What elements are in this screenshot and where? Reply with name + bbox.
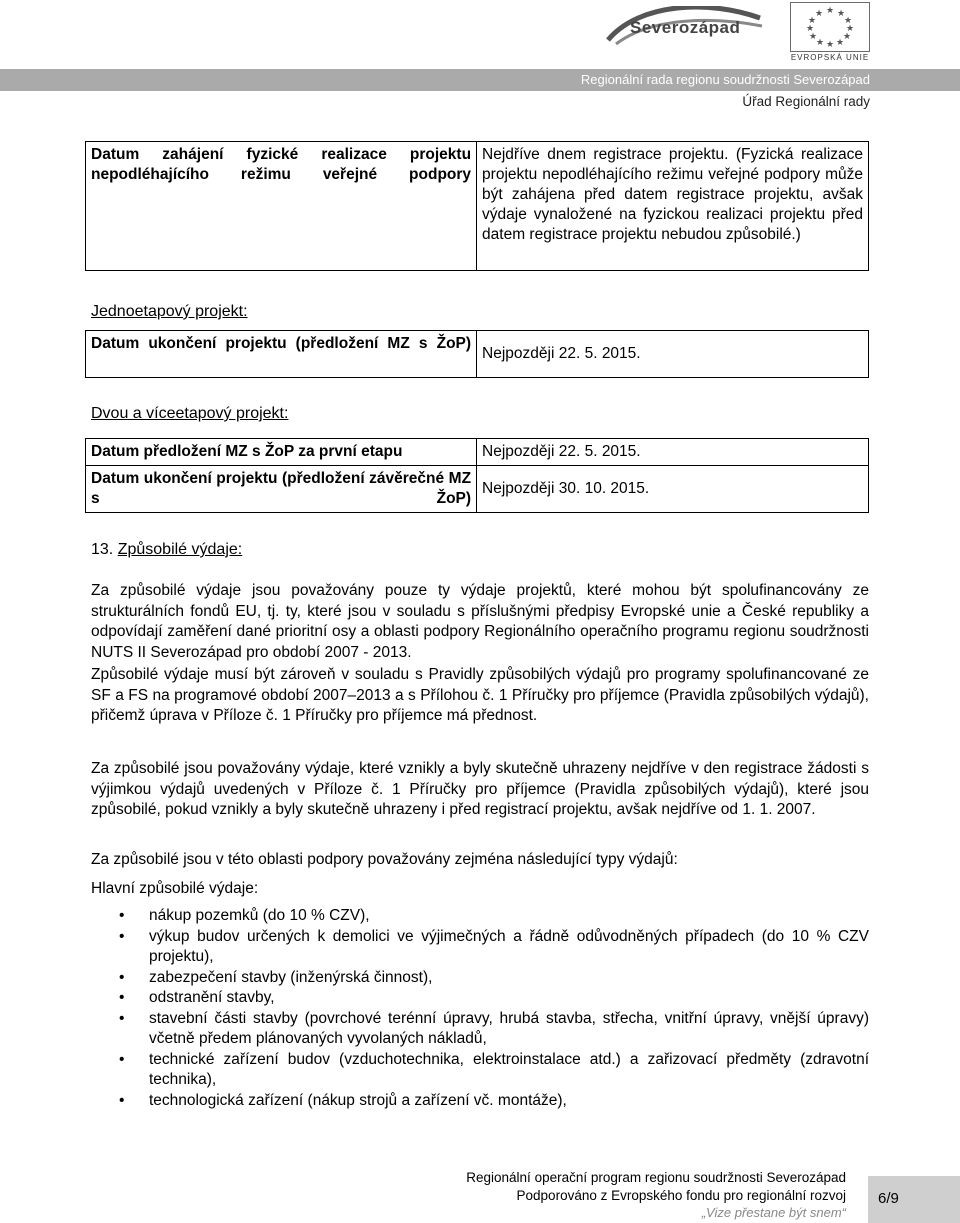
logo-text: Severozápad (630, 18, 741, 37)
svg-text:★: ★ (843, 16, 853, 26)
start-date-value: Nejdříve dnem registrace projektu. (Fyzická realizace projektu nepodléhajícího režimu veřejné podpory může být zahájena před datem registrace projektu, avšak výdaje vynaložené na fyzickou realizaci projektu před datem registrace projektu nebudou způsobilé.) (477, 142, 869, 271)
severozapad-logo (600, 6, 770, 48)
multi-stage-label: Datum ukončení projektu (předložení závěrečné MZ s ŽoP) (86, 466, 477, 513)
paragraph-3: Za způsobilé jsou považovány výdaje, které vznikly a byly skutečně uhrazeny nejdříve v den registrace žádosti s výjimkou výdajů uvedených v Příloze č. 1 Příručky pro příjemce (Pravidla způsobilých výdajů), které jsou způsobilé, pokud vznikly a byly skutečně uhrazeny i před registrací projektu, avšak nejdříve od 1. 1. 2007. (91, 760, 869, 818)
eu-label: EVROPSKÁ UNIE (790, 53, 870, 62)
header-bar-title: Regionální rada regionu soudržnosti Severozápad (580, 72, 870, 87)
svg-text:★: ★ (807, 16, 817, 26)
list-item: • zabezpečení stavby (inženýrská činnost), (91, 968, 869, 989)
single-stage-label: Datum ukončení projektu (předložení MZ s ŽoP) (86, 331, 477, 378)
single-stage-heading: Jednoetapový projekt: (91, 303, 248, 320)
footer-program: Regionální operační program regionu soudržnosti Severozápad (466, 1170, 846, 1185)
section-13-title: Způsobilé výdaje: (117, 541, 243, 558)
header-subtitle: Úřad Regionální rady (742, 94, 870, 109)
svg-text:★: ★ (815, 38, 825, 48)
eu-logo (790, 2, 870, 62)
svg-text:★: ★ (842, 32, 852, 42)
table-row (86, 466, 869, 513)
svg-text:★: ★ (836, 9, 846, 19)
start-date-label: Datum zahájení fyzické realizace projektu nepodléhajícího režimu veřejné podpory (86, 142, 477, 271)
paragraph-2: Způsobilé výdaje musí být zároveň v souladu s Pravidly způsobilých výdajů pro programy spolufinancované ze SF a FS na programové období 2007–2013 a s Přílohou č. 1 Příručky pro příjemce (Pravidla způsobilých výdajů), přičemž úprava v Příloze č. 1 Příručky pro příjemce má přednost. (91, 666, 869, 724)
table-row (86, 439, 869, 466)
header-bar (0, 69, 960, 91)
svg-text:★: ★ (825, 40, 835, 50)
svg-text:★: ★ (825, 6, 835, 16)
multi-stage-label: Datum předložení MZ s ŽoP za první etapu (86, 439, 477, 466)
footer-fund: Podporováno z Evropského fondu pro regionální rozvoj (516, 1188, 846, 1203)
single-stage-value: Nejpozději 22. 5. 2015. (477, 331, 869, 378)
page-number: 6/9 (878, 1190, 899, 1207)
eu-flag-icon (790, 2, 870, 52)
list-item: • odstranění stavby, (91, 988, 869, 1009)
paragraph-1: Za způsobilé výdaje jsou považovány pouze ty výdaje projektů, které mohou být spolufinancovány ze strukturálních fondů EU, tj. ty, které jsou v souladu s příslušnými předpisy Evropské unie a České republiky a odpovídají zaměření dané prioritní osy a oblasti podpory Regionálního operačního programu regionu soudržnosti NUTS II Severozápad pro období 2007 - 2013. (91, 582, 869, 661)
svg-text:★: ★ (845, 24, 855, 34)
multi-stage-table (85, 438, 869, 513)
list-item: • výkup budov určených k demolici ve výjimečných a řádně odůvodněných případech (do 10 % CZV projektu), (91, 927, 869, 968)
single-stage-table (85, 330, 869, 378)
paragraph-5: Hlavní způsobilé výdaje: (91, 880, 259, 897)
paragraph-4: Za způsobilé jsou v této oblasti podpory považovány zejména následující typy výdajů: (91, 851, 678, 868)
eligible-expenses-list (91, 906, 869, 1111)
start-date-table (85, 141, 869, 271)
multi-stage-heading: Dvou a víceetapový projekt: (91, 405, 289, 422)
svg-text:★: ★ (814, 9, 824, 19)
svg-text:★: ★ (805, 24, 815, 34)
page-number-box (868, 1176, 960, 1223)
list-item: • nákup pozemků (do 10 % CZV), (91, 906, 869, 927)
footer-slogan: „Vize přestane být snem“ (701, 1205, 846, 1220)
section-13-heading (91, 541, 242, 559)
multi-stage-value: Nejpozději 30. 10. 2015. (477, 466, 869, 513)
svg-text:★: ★ (808, 32, 818, 42)
list-item: • stavební části stavby (povrchové terénní úpravy, hrubá stavba, střecha, vnitřní úpravy, vnější úpravy) včetně předem plánovaných vyvolaných nákladů, (91, 1009, 869, 1050)
section-13-number: 13. (91, 541, 114, 558)
multi-stage-value: Nejpozději 22. 5. 2015. (477, 439, 869, 466)
svg-text:★: ★ (835, 38, 845, 48)
list-item: • technologická zařízení (nákup strojů a zařízení vč. montáže), (91, 1091, 869, 1112)
list-item: • technické zařízení budov (vzduchotechnika, elektroinstalace atd.) a zařizovací předměty (zdravotní technika), (91, 1050, 869, 1091)
